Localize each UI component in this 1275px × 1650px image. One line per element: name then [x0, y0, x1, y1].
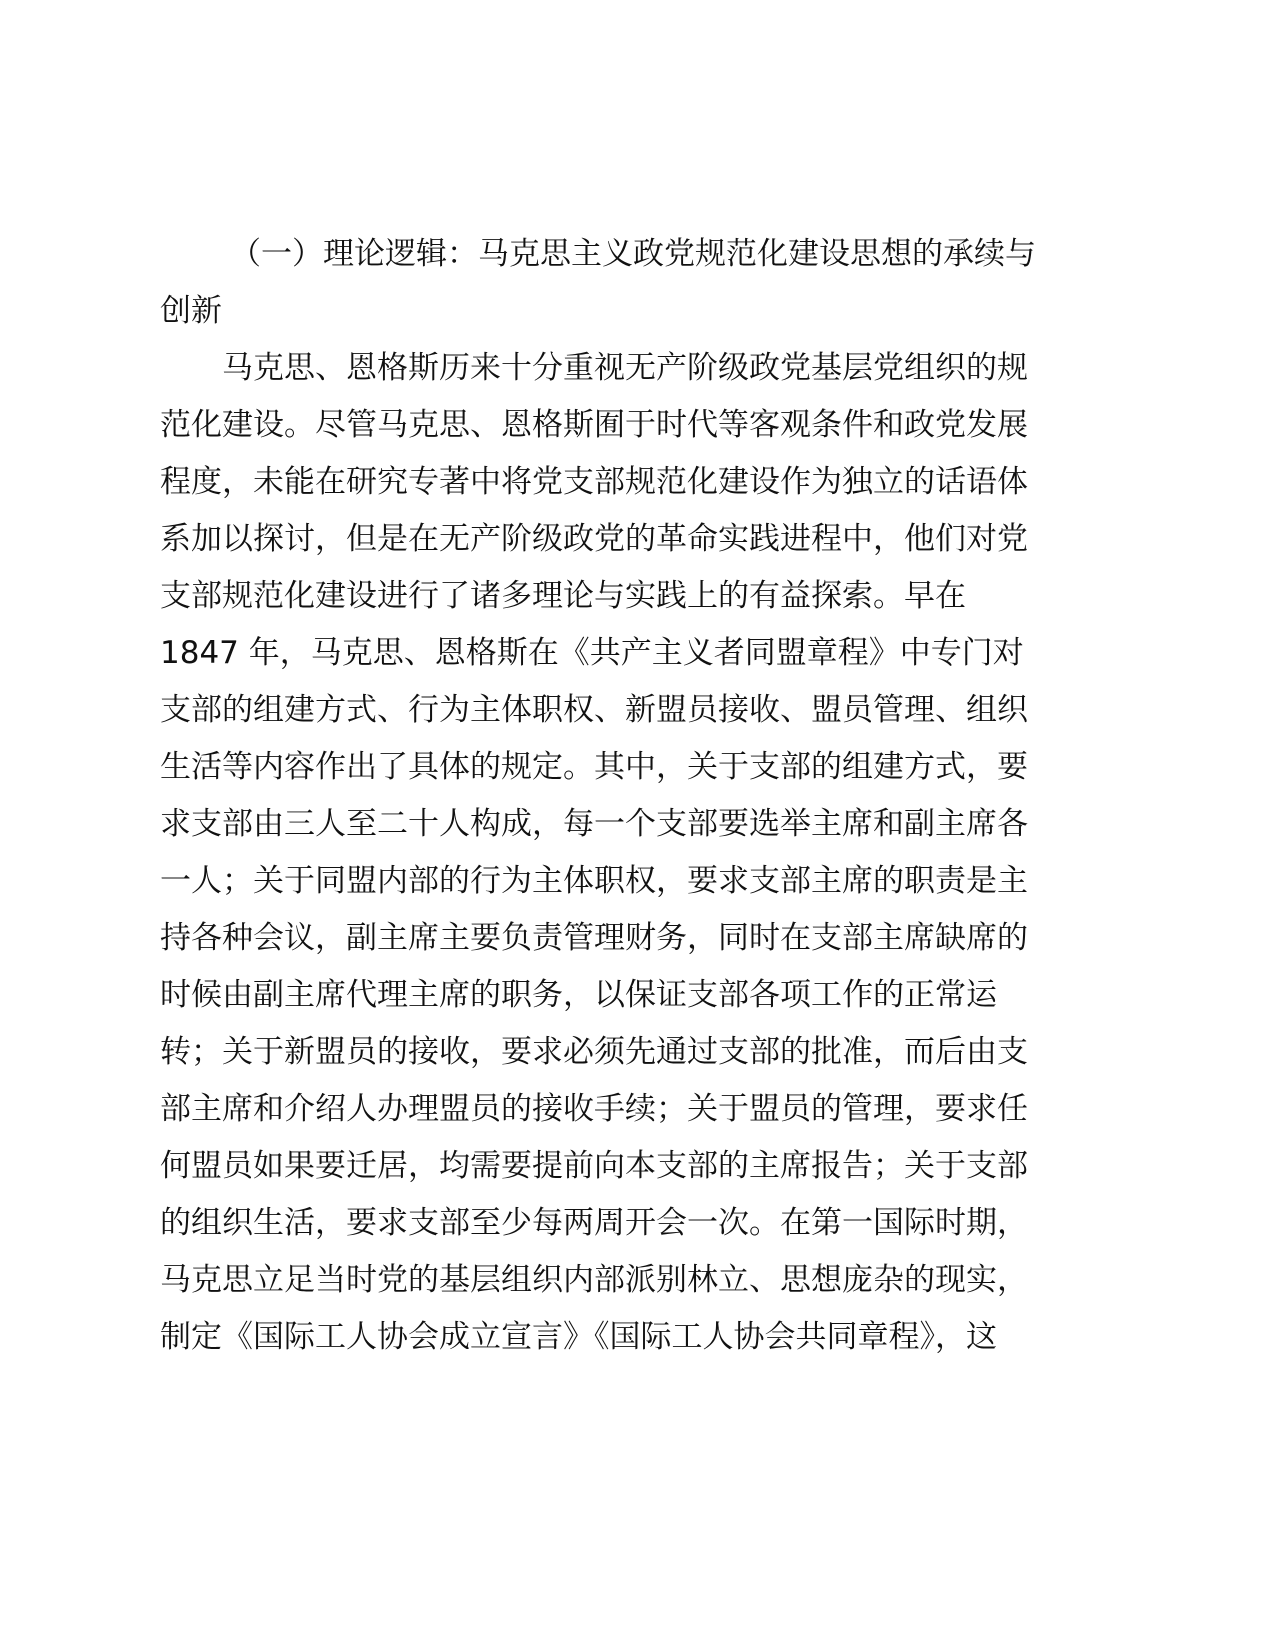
paragraph-line: 持各种会议，副主席主要负责管理财务，同时在支部主席缺席的	[160, 920, 1028, 956]
paragraph-line: 一人；关于同盟内部的行为主体职权，要求支部主席的职责是主	[160, 863, 1028, 899]
paragraph-line: 1847 年，马克思、恩格斯在《共产主义者同盟章程》中专门对	[160, 635, 1024, 671]
paragraph-line: 程度，未能在研究专著中将党支部规范化建设作为独立的话语体	[160, 464, 1028, 500]
paragraph-line: 求支部由三人至二十人构成，每一个支部要选举主席和副主席各	[160, 806, 1028, 842]
paragraph-line: 部主席和介绍人办理盟员的接收手续；关于盟员的管理，要求任	[160, 1091, 1028, 1127]
paragraph-line: 马克思立足当时党的基层组织内部派别林立、思想庞杂的现实，	[160, 1262, 1028, 1298]
paragraph-line: 生活等内容作出了具体的规定。其中，关于支部的组建方式，要	[160, 749, 1028, 785]
section-heading-line-1: （一）理论逻辑：马克思主义政党规范化建设思想的承续与	[230, 236, 1036, 272]
paragraph-line: 支部规范化建设进行了诸多理论与实践上的有益探索。早在	[160, 578, 966, 614]
paragraph-line: 范化建设。尽管马克思、恩格斯囿于时代等客观条件和政党发展	[160, 407, 1028, 443]
paragraph-line: 制定《国际工人协会成立宣言》《国际工人协会共同章程》，这	[160, 1319, 997, 1355]
paragraph-line: 马克思、恩格斯历来十分重视无产阶级政党基层党组织的规	[222, 350, 1028, 386]
document-text	[160, 226, 1060, 1366]
paragraph-line: 支部的组建方式、行为主体职权、新盟员接收、盟员管理、组织	[160, 692, 1028, 728]
section-heading-line-2: 创新	[160, 293, 222, 329]
paragraph-line: 的组织生活，要求支部至少每两周开会一次。在第一国际时期，	[160, 1205, 1028, 1241]
paragraph-line: 转；关于新盟员的接收，要求必须先通过支部的批准，而后由支	[160, 1034, 1028, 1070]
paragraph-line: 系加以探讨，但是在无产阶级政党的革命实践进程中，他们对党	[160, 521, 1028, 557]
paragraph-line: 时候由副主席代理主席的职务，以保证支部各项工作的正常运	[160, 977, 997, 1013]
paragraph-line: 何盟员如果要迁居，均需要提前向本支部的主席报告；关于支部	[160, 1148, 1028, 1184]
